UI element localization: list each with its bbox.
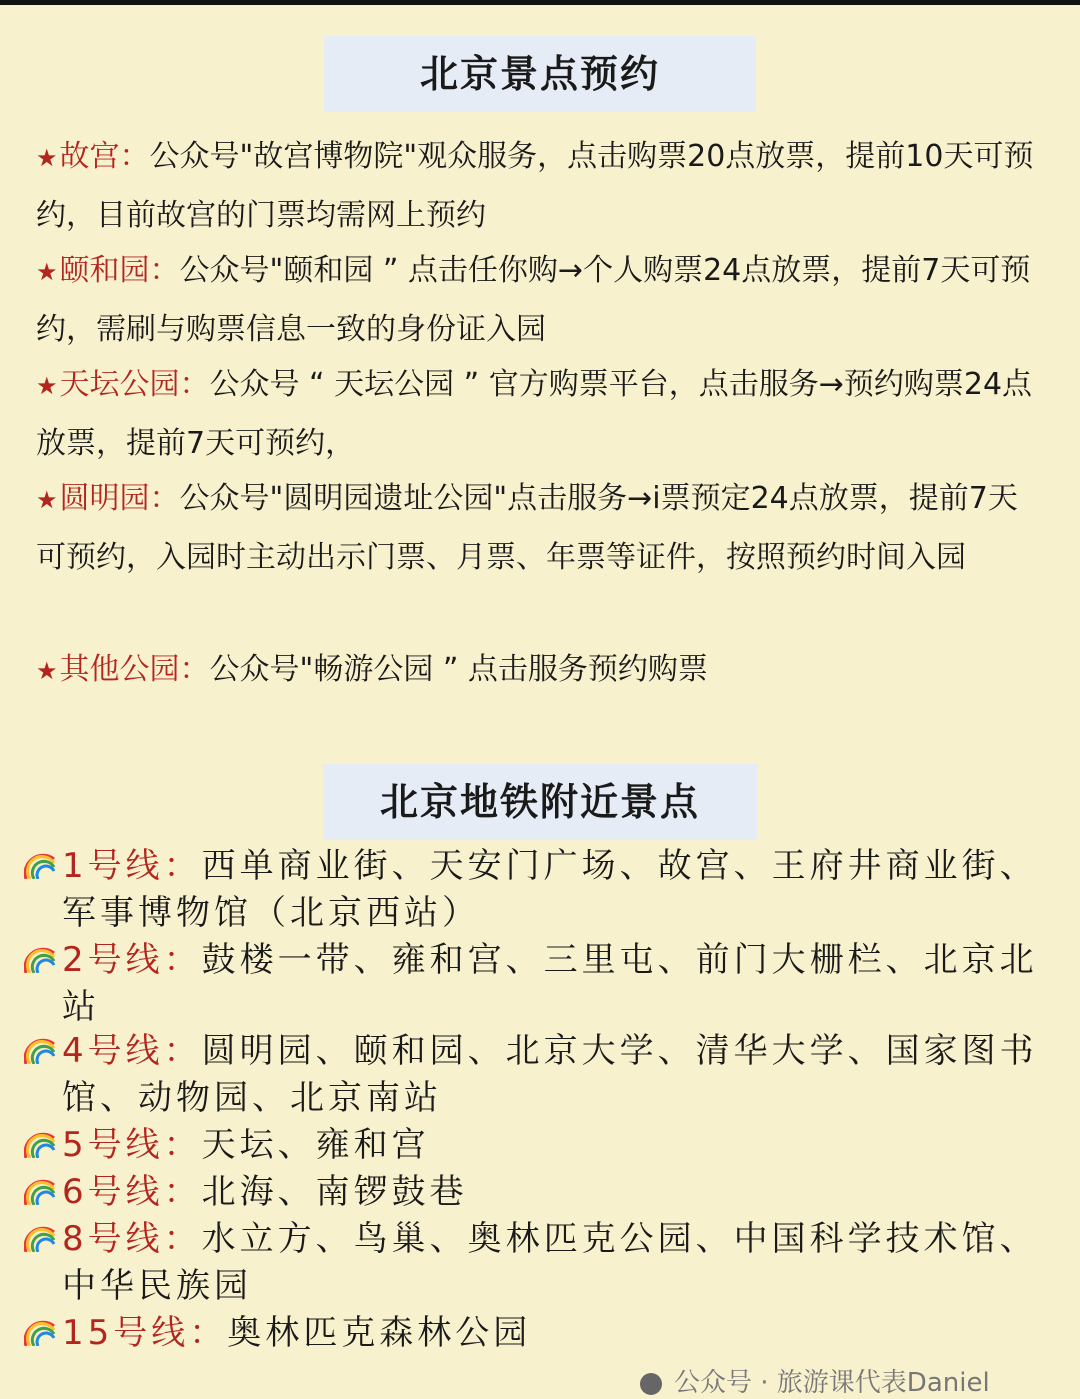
- line-label: 15号线：: [62, 1313, 228, 1353]
- subway-line-1: [24, 843, 1044, 937]
- entry-label: 其他公园：: [59, 652, 210, 687]
- star-icon: ★: [36, 372, 58, 400]
- star-icon: ★: [36, 486, 58, 514]
- entry-temple-of-heaven: [36, 356, 1046, 472]
- rainbow-icon: [24, 1132, 56, 1158]
- subway-line-6: [24, 1169, 1044, 1216]
- star-icon: ★: [36, 144, 58, 172]
- entry-desc: 公众号"故宫博物院"观众服务，点击购票20点放票，提前10天可预约，目前故宫的门票均需网上预约: [36, 139, 1034, 233]
- rainbow-icon: [24, 1038, 56, 1064]
- section-title-subway: 北京地铁附近景点: [323, 764, 757, 840]
- watermark: [640, 1362, 990, 1399]
- line-desc: 奥林匹克森林公园: [227, 1313, 532, 1353]
- line-desc: 北海、南锣鼓巷: [201, 1172, 468, 1212]
- rainbow-icon: [24, 1320, 56, 1346]
- entry-summer-palace: [36, 242, 1046, 358]
- entry-desc: 公众号"畅游公园 ” 点击服务预约购票: [209, 652, 708, 687]
- line-desc: 西单商业街、天安门广场、故宫、王府井商业街、军事博物馆（北京西站）: [62, 846, 1038, 933]
- entry-forbidden-city: [36, 128, 1046, 244]
- line-label: 6号线：: [62, 1172, 202, 1212]
- line-desc: 圆明园、颐和园、北京大学、清华大学、国家图书馆、动物园、北京南站: [62, 1031, 1038, 1118]
- line-desc: 水立方、鸟巢、奥林匹克公园、中国科学技术馆、中华民族园: [62, 1219, 1038, 1306]
- line-desc: 鼓楼一带、雍和宫、三里屯、前门大栅栏、北京北站: [62, 940, 1038, 1027]
- entry-desc: 公众号"颐和园 ” 点击任你购→个人购票24点放票，提前7天可预约，需刷与购票信息一致的身份证入园: [36, 253, 1031, 347]
- subway-line-5: [24, 1122, 1044, 1169]
- entry-desc: 公众号"圆明园遗址公园"点击服务→i票预定24点放票，提前7天可预约，入园时主动出示门票、月票、年票等证件，按照预约时间入园: [36, 481, 1018, 575]
- top-border: [0, 0, 1080, 5]
- account-icon: [640, 1373, 662, 1395]
- rainbow-icon: [24, 1179, 56, 1205]
- subway-line-2: [24, 937, 1044, 1031]
- star-icon: ★: [36, 657, 58, 685]
- line-label: 4号线：: [62, 1031, 202, 1071]
- subway-line-15: [24, 1310, 1044, 1357]
- entry-label: 故宫：: [59, 139, 150, 174]
- line-label: 2号线：: [62, 940, 202, 980]
- rainbow-icon: [24, 1226, 56, 1252]
- line-label: 5号线：: [62, 1125, 202, 1165]
- section-title-attractions: 北京景点预约: [324, 36, 756, 112]
- line-desc: 天坛、雍和宫: [201, 1125, 430, 1165]
- entry-old-summer-palace: [36, 470, 1046, 586]
- line-label: 1号线：: [62, 846, 202, 886]
- entry-label: 颐和园：: [59, 253, 180, 288]
- rainbow-icon: [24, 947, 56, 973]
- star-icon: ★: [36, 258, 58, 286]
- rainbow-icon: [24, 853, 56, 879]
- entry-label: 天坛公园：: [59, 367, 210, 402]
- entry-desc: 公众号 “ 天坛公园 ” 官方购票平台，点击服务→预约购票24点放票，提前7天可预约，: [36, 367, 1033, 461]
- entry-label: 圆明园：: [59, 481, 180, 516]
- watermark-text: 公众号 · 旅游课代表Daniel: [674, 1368, 990, 1398]
- entry-other-parks: [36, 641, 1046, 700]
- subway-line-8: [24, 1216, 1044, 1310]
- subway-line-4: [24, 1028, 1044, 1122]
- line-label: 8号线：: [62, 1219, 202, 1259]
